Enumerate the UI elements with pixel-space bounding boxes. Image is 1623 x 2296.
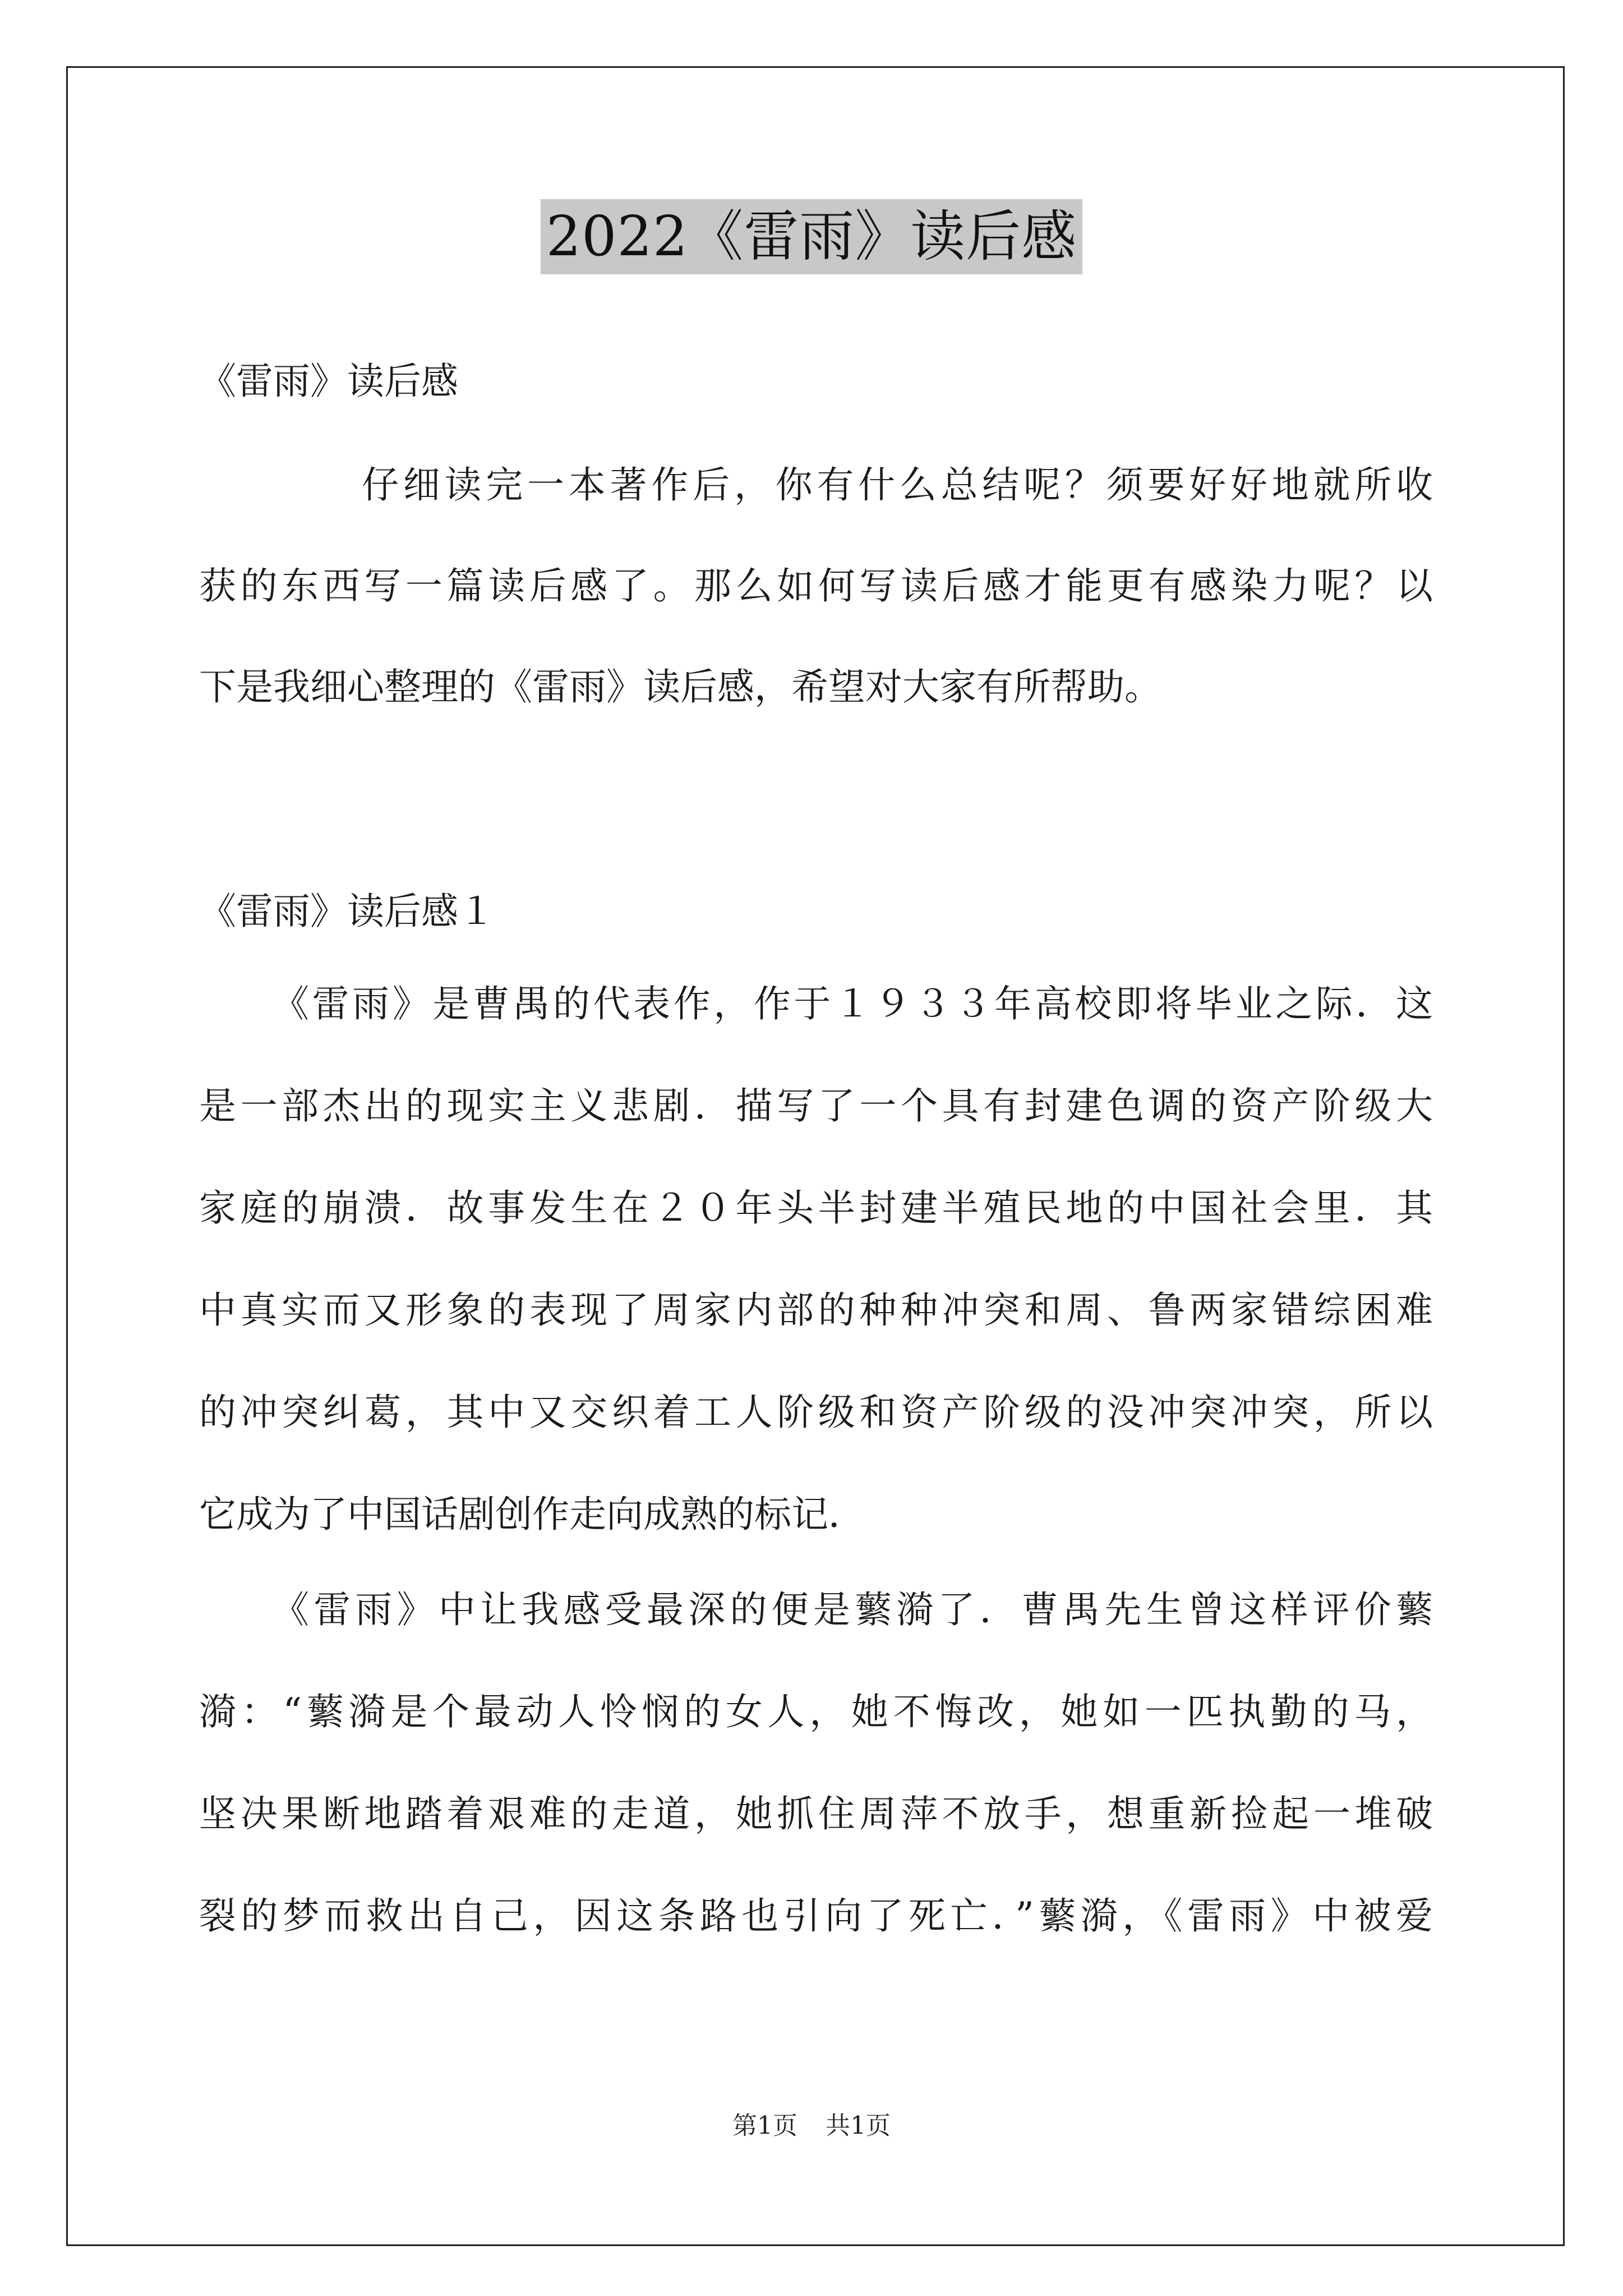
- paragraph-line: 裂的梦而救出自己，因这条路也引向了死亡．”蘩漪，《雷雨》中被爱: [199, 1894, 1433, 1938]
- document-title: 2022《雷雨》读后感: [541, 199, 1082, 274]
- paragraph-line: 家庭的崩溃．故事发生在２０年头半封建半殖民地的中国社会里．其: [199, 1186, 1433, 1230]
- page-total: 共1页: [826, 2111, 891, 2140]
- page-number: 第1页: [732, 2111, 797, 2140]
- intro-line: 仔细读完一本著作后，你有什么总结呢？须要好好地就所收: [362, 463, 1433, 507]
- paragraph-line: 的冲突纠葛，其中又交织着工人阶级和资产阶级的没冲突冲突，所以: [199, 1391, 1433, 1434]
- intro-line: 下是我细心整理的《雷雨》读后感，希望对大家有所帮助。: [199, 665, 1161, 708]
- paragraph-line: 漪：“蘩漪是个最动人怜悯的女人，她不悔改，她如一匹执勤的马，: [199, 1690, 1433, 1733]
- paragraph-line: 是一部杰出的现实主义悲剧．描写了一个具有封建色调的资产阶级大: [199, 1084, 1433, 1128]
- title-container: [0, 199, 1623, 274]
- paragraph-line: 《雷雨》中让我感受最深的便是蘩漪了．曹禺先生曾这样评价蘩: [272, 1588, 1433, 1631]
- page-footer: [0, 2109, 1623, 2143]
- paragraph-line: 《雷雨》是曹禺的代表作，作于１９３３年高校即将毕业之际．这: [272, 982, 1433, 1025]
- paragraph-line: 它成为了中国话剧创作走向成熟的标记．: [199, 1493, 865, 1536]
- paragraph-line: 中真实而又形象的表现了周家内部的种种冲突和周、鲁两家错综困难: [199, 1289, 1433, 1332]
- section-heading: 《雷雨》读后感１: [199, 890, 495, 933]
- intro-line: 获的东西写一篇读后感了。那么如何写读后感才能更有感染力呢？以: [199, 564, 1433, 608]
- document-subtitle: 《雷雨》读后感: [199, 360, 458, 403]
- paragraph-line: 坚决果断地踏着艰难的走道，她抓住周萍不放手，想重新捡起一堆破: [199, 1792, 1433, 1835]
